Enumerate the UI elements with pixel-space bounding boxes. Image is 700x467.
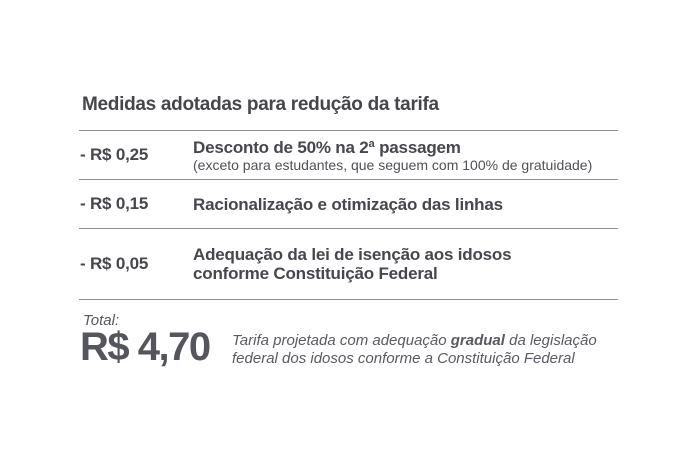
tariff-reduction-panel [79, 93, 618, 368]
total-left-block [79, 300, 232, 368]
measure-desc-3 [193, 245, 618, 283]
measure-row-3 [79, 228, 618, 299]
measure-description-3: Adequação da lei de isenção aos idosos conforme Constituição Federal [193, 245, 512, 283]
measure-desc-1 [193, 138, 618, 173]
total-note-prefix: Tarifa projetada com adequação [232, 332, 451, 349]
total-note-line-1 [232, 332, 618, 350]
total-note [232, 300, 618, 368]
measure-amount-2: - R$ 0,15 [80, 194, 149, 213]
total-value: R$ 4,70 [80, 325, 210, 369]
measure-row-2 [79, 179, 618, 228]
measure-amount-1: - R$ 0,25 [80, 145, 149, 164]
measure-desc-2 [193, 195, 618, 214]
total-note-emphasis: gradual [450, 332, 505, 349]
total-section [79, 299, 618, 368]
measure-description-2: Racionalização e otimização das linhas [193, 194, 503, 214]
measure-amount-3: - R$ 0,05 [80, 254, 149, 273]
total-note-suffix: da legislação [504, 332, 597, 349]
measure-note-1: (exceto para estudantes, que seguem com 100% de gratuidade) [193, 156, 593, 173]
total-label: Total: [83, 312, 120, 329]
measure-description-1: Desconto de 50% na 2ª passagem [193, 137, 461, 157]
measure-row-1 [79, 130, 618, 179]
page-title: Medidas adotadas para redução da tarifa [82, 94, 439, 115]
total-note-line-2: federal dos idosos conforme a Constituição Federal [232, 350, 575, 367]
